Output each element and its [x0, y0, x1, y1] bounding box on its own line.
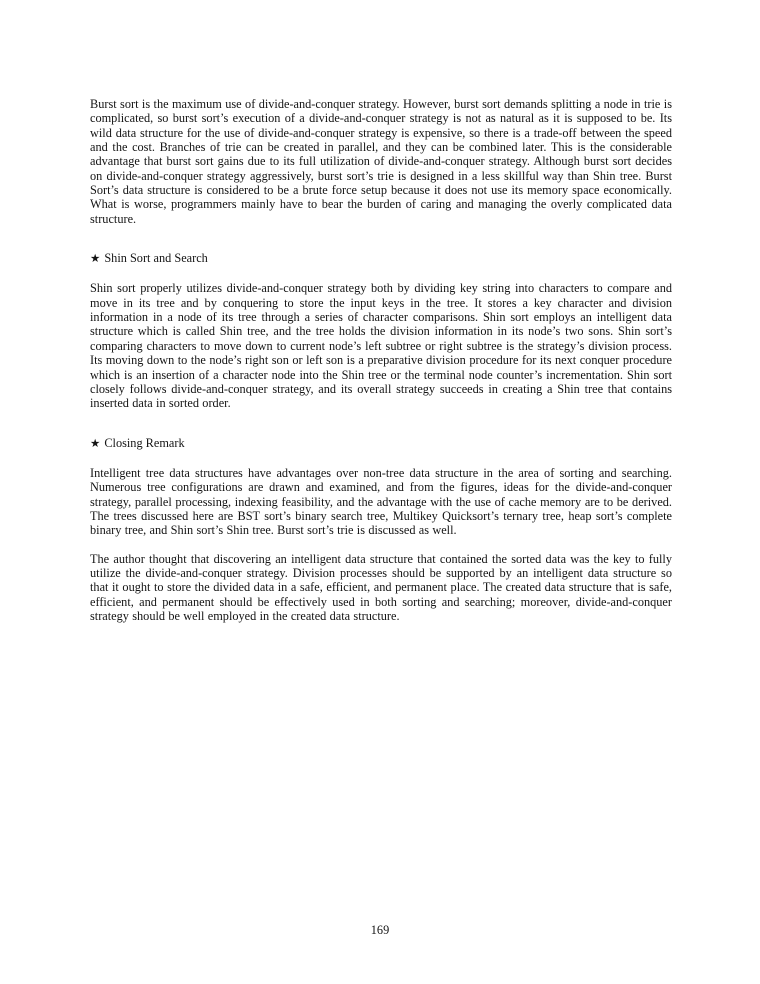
paragraph-shin-sort: Shin sort properly utilizes divide-and-conquer strategy both by dividing key string into characters to compare and move in its tree and by conquering to store the input keys in the tree. It stores a key character and division information in a node of its tree through a series of character comparisons. Shin sort employs an intelligent data structure which is called Shin tree, and the tree holds the division information in its node’s two sons. Shin sort’s comparing characters to move down to current node’s left subtree or right subtree is the strategy’s division process. Its moving down to the node’s right son or left son is a preparative division procedure for its next conquer procedure which is an insertion of a character node into the Shin tree or the terminal node counter’s incrementation. Shin sort closely follows divide-and-conquer strategy, and its overall strategy succeeds in creating a Shin tree that contains inserted data in sorted order.	[90, 281, 672, 411]
page-content	[90, 97, 672, 637]
star-icon: ★	[90, 437, 101, 450]
section-heading-shin-sort	[90, 251, 672, 266]
section-heading-label: Shin Sort and Search	[104, 251, 208, 266]
star-icon: ★	[90, 253, 101, 266]
paragraph-burst-sort: Burst sort is the maximum use of divide-and-conquer strategy. However, burst sort demands splitting a node in trie is complicated, so burst sort’s execution of a divide-and-conquer strategy is not as natural as it is supposed to be. Its wild data structure for the use of divide-and-conquer strategy is expensive, so there is a trade-off between the speed and the cost. Branches of trie can be created in parallel, and they can be combined later. This is the considerable advantage that burst sort gains due to its full utilization of divide-and-conquer strategy. Although burst sort decides on divide-and-conquer strategy aggressively, burst sort’s trie is designed in a less skillful way than Shin tree. Burst Sort’s data structure is considered to be a brute force setup because it does not use its memory space economically. What is worse, programmers mainly have to bear the burden of caring and managing the overly complicated data structure.	[90, 97, 672, 226]
section-heading-label: Closing Remark	[104, 435, 185, 450]
page-number: 169	[370, 923, 390, 937]
paragraph-closing-remark-1: Intelligent tree data structures have advantages over non-tree data structure in the area of sorting and searching. Numerous tree configurations are drawn and examined, and from the figures, ideas for the divide-and-conquer strategy, parallel processing, indexing feasibility, and the advantage with the use of cache memory are to be derived. The trees discussed here are BST sort’s binary search tree, Multikey Quicksort’s ternary tree, heap sort’s complete binary tree, and Shin sort’s Shin tree. Burst sort’s trie is discussed as well.	[90, 465, 672, 538]
paragraph-closing-remark-2: The author thought that discovering an intelligent data structure that contained the sorted data was the key to fully utilize the divide-and-conquer strategy. Division processes should be supported by an intelligent data structure so that it ought to store the divided data in a safe, efficient, and permanent place. The created data structure that is safe, efficient, and permanent should be effectively used in both sorting and searching; moreover, divide-and-conquer strategy should be well employed in the created data structure.	[90, 551, 672, 623]
section-heading-closing-remark	[90, 436, 672, 451]
